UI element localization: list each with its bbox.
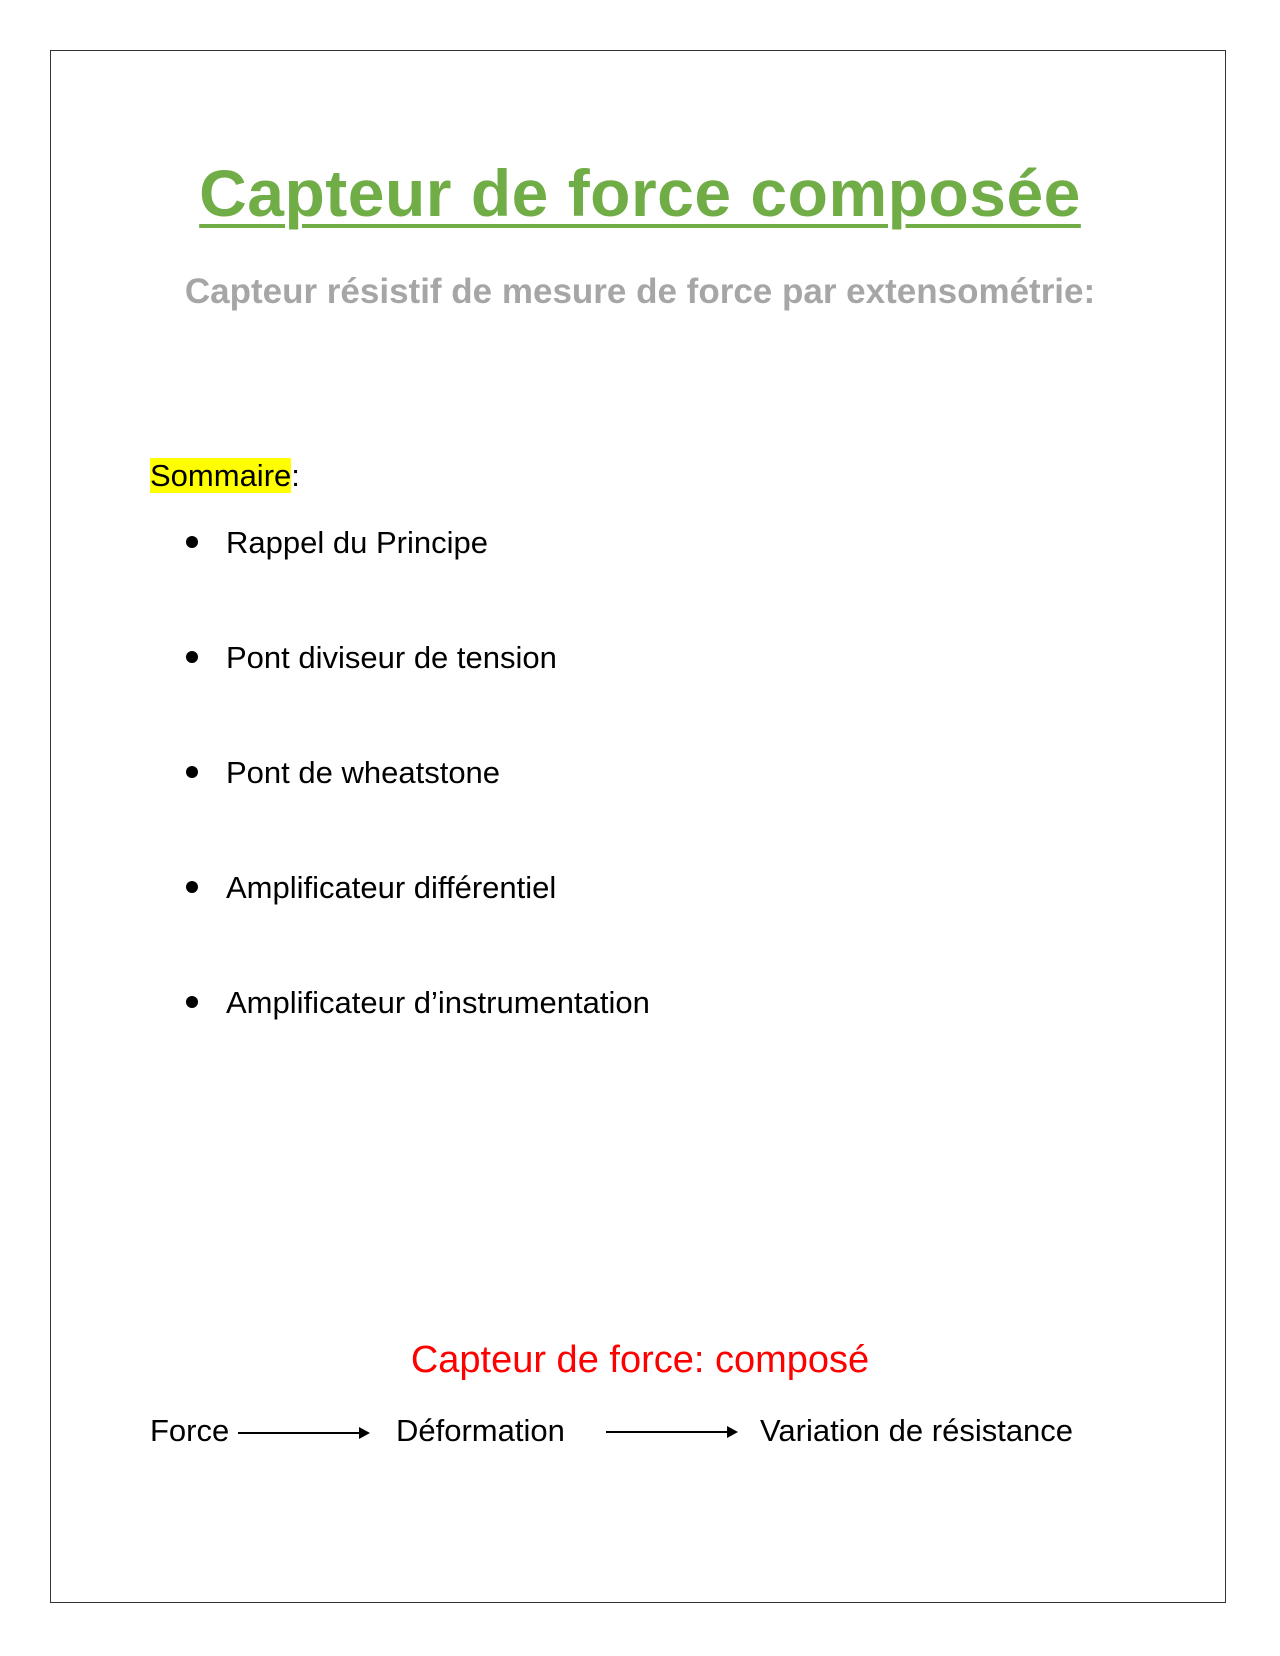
bullet-icon xyxy=(186,651,198,663)
flow-step-resistance: Variation de résistance xyxy=(760,1413,1074,1448)
list-item-text: Pont de wheatstone xyxy=(226,755,501,790)
bullet-icon xyxy=(186,881,198,893)
list-item xyxy=(186,642,557,673)
list-item-text: Amplificateur différentiel xyxy=(226,870,557,905)
list-item xyxy=(186,527,488,558)
footer-title: Capteur de force: composé xyxy=(410,1339,870,1381)
list-item xyxy=(186,757,500,788)
arrow-right-icon xyxy=(606,1431,736,1433)
document-subtitle: Capteur résistif de mesure de force par extensométrie: xyxy=(184,272,1096,311)
summary-heading xyxy=(150,457,300,494)
flow-step-deformation: Déformation xyxy=(396,1413,565,1448)
summary-heading-colon: : xyxy=(291,458,300,493)
bullet-icon xyxy=(186,766,198,778)
flow-step-force: Force xyxy=(150,1413,230,1448)
list-item-text: Pont diviseur de tension xyxy=(226,640,557,675)
list-item-text: Rappel du Principe xyxy=(226,525,488,560)
arrow-right-icon xyxy=(238,1432,368,1434)
bullet-icon xyxy=(186,536,198,548)
document-title: Capteur de force composée xyxy=(199,156,1081,230)
list-item-text: Amplificateur d’instrumentation xyxy=(226,985,650,1020)
list-item xyxy=(186,987,650,1018)
bullet-icon xyxy=(186,996,198,1008)
list-item xyxy=(186,872,556,903)
summary-heading-label: Sommaire xyxy=(150,458,292,493)
